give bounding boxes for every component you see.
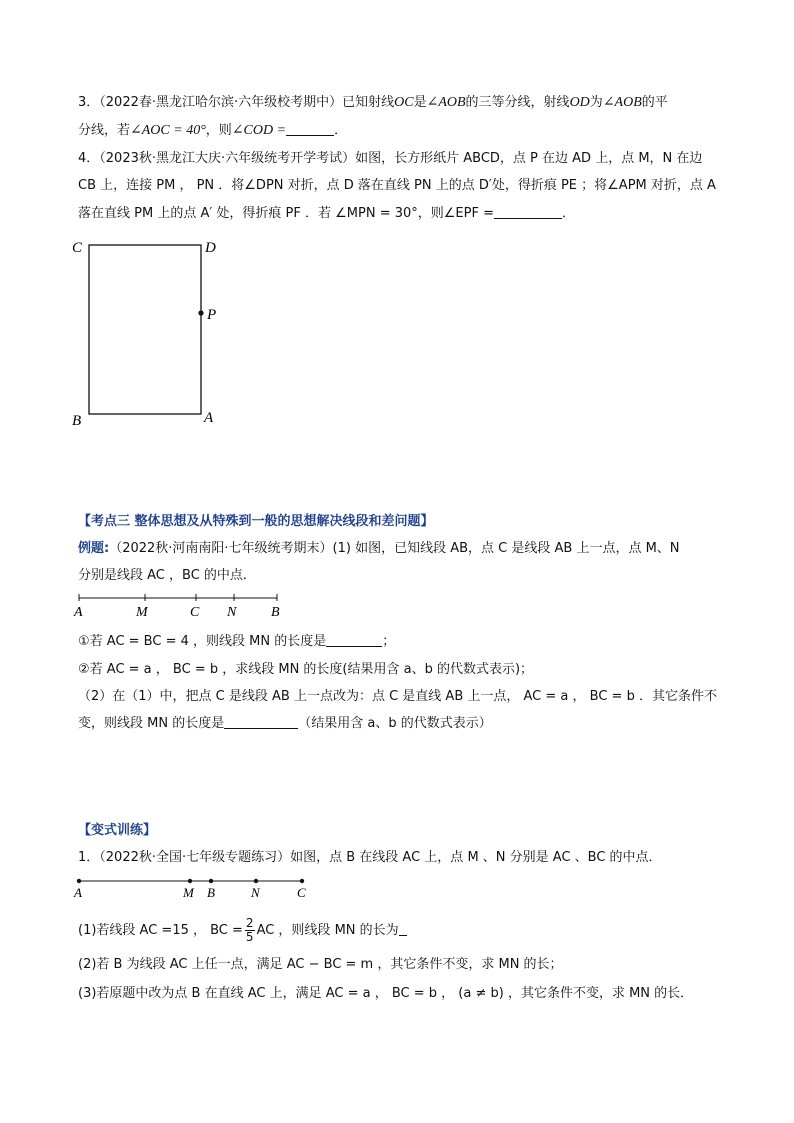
label-d: D	[205, 240, 216, 256]
q4-line1: 4．（2023秋·黑龙江大庆·六年级统考开学考试）如图，长方形纸片 ABCD，点 P 在边 AD 上，点 M，N 在边	[78, 151, 703, 166]
point-a	[77, 879, 81, 883]
label-m: M	[136, 605, 148, 620]
point-n	[254, 879, 258, 883]
math-angle-cod: ∠COD =	[231, 123, 287, 138]
point-c	[300, 879, 304, 883]
p1-text: ①若 AC = BC = 4 ，则线段 MN 的长度是	[78, 634, 327, 649]
variant-sub1	[78, 917, 407, 945]
variant-title: 【变式训练】	[78, 823, 157, 838]
label-a: A	[204, 410, 214, 426]
answer-blank[interactable]	[399, 921, 407, 936]
example-text: （2022秋·河南南阳·七年级统考期末）(1) 如图，已知线段 AB，点 C 是线段 AB 上一点，点 M、N	[109, 541, 680, 556]
math-oc: OC	[394, 95, 414, 110]
p3-text: 变，则线段 MN 的长度是	[78, 716, 225, 731]
math-angle-aoc: ∠AOC = 40°	[130, 123, 206, 138]
q3-text: 分线，若	[78, 123, 131, 138]
q3-text: ，则	[205, 123, 232, 138]
s1-text: AC ，则线段 MN 的长为	[256, 923, 399, 938]
q3-text: ．	[334, 123, 348, 138]
label-p: P	[207, 307, 217, 323]
section-title: 【考点三 整体思想及从特殊到一般的思想解决线段和差问题】	[78, 514, 434, 529]
q3-text: 为	[589, 95, 603, 110]
p1-text: ；	[382, 634, 396, 649]
fraction-denominator: 5	[245, 930, 254, 944]
label-b: B	[207, 885, 215, 900]
fraction-two-fifths	[245, 917, 255, 944]
s1-text: (1)若线段 AC =15 ， BC =	[78, 923, 243, 938]
point-b	[209, 879, 213, 883]
label-a: A	[74, 605, 83, 620]
math-angle-aob: ∠AOB	[602, 95, 642, 110]
variant-line1: 1．（2022秋·全国·七年级专题练习）如图，点 B 在线段 AC 上，点 M 、N 分别是 AC 、BC 的中点．	[78, 850, 662, 865]
label-n: N	[251, 885, 260, 900]
variant-sub2: (2)若 B 为线段 AC 上任一点，满足 AC − BC = m ，其它条件不变，求 MN 的长；	[78, 957, 563, 972]
point-m	[188, 879, 192, 883]
q3-text: 是	[413, 95, 427, 110]
math-angle-aob: ∠AOB	[426, 95, 466, 110]
q3-text: 3．（2022春·黑龙江哈尔滨·六年级校考期中）已知射线	[78, 95, 395, 110]
q3-text: 的平	[641, 95, 668, 110]
label-b: B	[72, 413, 82, 429]
label-b: B	[271, 605, 280, 620]
label-a: A	[74, 885, 82, 900]
q4-text: ．	[562, 206, 576, 221]
label-c: C	[190, 605, 200, 620]
q4-text: 落在直线 PM 上的点 A′ 处，得折痕 PF ．若 ∠MPN = 30°，则∠EPF =	[78, 206, 494, 221]
math-od: OD	[569, 95, 590, 110]
label-m: M	[183, 885, 194, 900]
part1-q2: ②若 AC = a ， BC = b ，求线段 MN 的长度(结果用含 a、b 的代数式表示)；	[78, 662, 534, 677]
label-c: C	[72, 240, 83, 256]
q4-line2: CB 上，连接 PM ， PN ．将∠DPN 对折，点 D 落在直线 PN 上的点 D′处，得折痕 PE ；将∠APM 对折，点 A	[78, 178, 716, 193]
variant-sub3: (3)若原题中改为点 B 在直线 AC 上，满足 AC = a ， BC = b ， (a ≠ b) ，其它条件不变，求 MN 的长．	[78, 986, 694, 1001]
label-n: N	[227, 605, 237, 620]
example-label: 例题:	[78, 541, 110, 556]
q3-text: 的三等分线，射线	[465, 95, 570, 110]
example-line2: 分别是线段 AC ，BC 的中点．	[78, 568, 256, 583]
fraction-numerator: 2	[245, 916, 254, 930]
p3-text: （结果用含 a、b 的代数式表示）	[298, 716, 492, 731]
part2-line1: （2）在（1）中，把点 C 是线段 AB 上一点改为：点 C 是直线 AB 上一点， AC = a ， BC = b ．其它条件不	[78, 689, 717, 704]
label-c: C	[297, 885, 306, 900]
